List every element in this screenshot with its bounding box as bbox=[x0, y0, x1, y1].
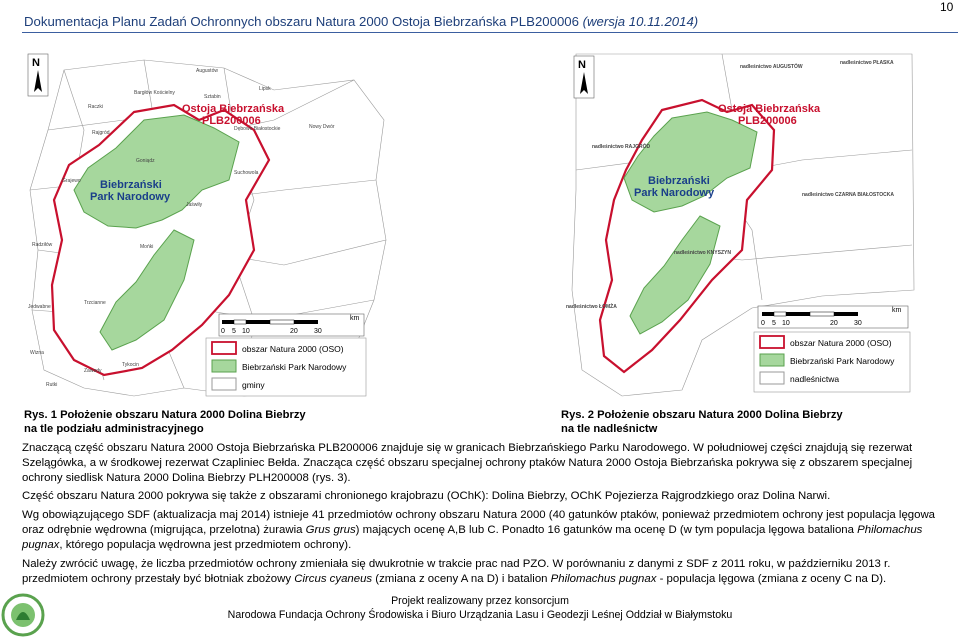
map-legend bbox=[754, 332, 910, 392]
site-code-label: PLB200006 bbox=[202, 115, 261, 127]
place-label: Wizna bbox=[30, 350, 44, 356]
place-label: Radziłów bbox=[32, 242, 53, 248]
scale-unit: km bbox=[892, 307, 902, 314]
district-label: nadleśnictwo AUGUSTÓW bbox=[740, 64, 803, 70]
place-label: Tykocin bbox=[122, 362, 139, 368]
caption-line: Rys. 1 Położenie obszaru Natura 2000 Dolina Biebrzy bbox=[24, 409, 306, 421]
header-title: Dokumentacja Planu Zadań Ochronnych obszaru Natura 2000 Ostoja Biebrzańska PLB200006 bbox=[24, 14, 583, 29]
map-legend bbox=[206, 338, 366, 396]
place-label: Lipsk bbox=[259, 86, 271, 92]
place-label: Rajgród bbox=[92, 130, 110, 136]
scale-tick: 30 bbox=[854, 320, 862, 327]
scale-tick: 20 bbox=[830, 320, 838, 327]
footer-line-2: Narodowa Fundacja Ochrony Środowiska i Biuro Urządzania Lasu i Geodezji Leśnej Oddział w Białymstoku bbox=[227, 609, 733, 621]
figure-caption-1 bbox=[24, 408, 306, 436]
paragraph-1: Znaczącą część obszaru Natura 2000 Ostoja Biebrzańska PLB200006 znajduje się w granicach Biebrzańskiego Parku Narodowego. W południowej części znajdują się rezerwat Szelągówka, a w środkowej rezerwat Czapliniec Bełda. Znacząca część obszaru specjalnej ochrony ptaków Natura 2000 Ostoja Biebrzańska pokrywa się z obszarem specjalnej ochrony siedlisk Natura 2000 Dolina Biebrzy PLH200008 (rys. 3). bbox=[22, 442, 913, 484]
place-label: Suchowola bbox=[234, 170, 259, 176]
map-administrative bbox=[24, 50, 398, 398]
place-label: Trzcianne bbox=[84, 300, 106, 306]
scale-bar bbox=[758, 306, 908, 328]
map-administrative-svg bbox=[24, 50, 398, 398]
place-label: Goniądz bbox=[136, 158, 155, 164]
district-label: nadleśnictwo ŁOMŻA bbox=[566, 304, 617, 310]
place-label: Nowy Dwór bbox=[309, 124, 335, 130]
text-run: Wg obowiązującego SDF (aktualizacja maj 2014) istnieje 41 przedmiotów ochrony obszaru Natura 2000 (40 gatunków ptaków, ponieważ przedmiotem ochrony jest populacja lęgowa oraz odrębnie wędrowna (migrująca, przelotna) żurawia bbox=[22, 509, 936, 536]
legend-item: obszar Natura 2000 (OSO) bbox=[242, 344, 344, 354]
place-label: Jaświły bbox=[186, 202, 203, 208]
scale-tick: 0 bbox=[221, 328, 225, 335]
species-name: Philomachus pugnax bbox=[22, 524, 923, 551]
legend-item: nadleśnictwa bbox=[790, 374, 840, 384]
scale-tick: 20 bbox=[290, 328, 298, 335]
place-label: Raczki bbox=[88, 104, 104, 110]
species-name: Circus cyaneus bbox=[294, 573, 373, 585]
species-name: Philomachus pugnax bbox=[550, 573, 657, 585]
district-label: nadleśnictwo KNYSZYN bbox=[674, 250, 731, 256]
scale-tick: 10 bbox=[242, 328, 250, 335]
page-number: 10 bbox=[940, 0, 954, 14]
district-label: nadleśnictwo PŁASKA bbox=[840, 60, 894, 66]
north-arrow-icon bbox=[28, 54, 48, 96]
legend-item: gminy bbox=[242, 380, 265, 390]
scale-tick: 5 bbox=[772, 320, 776, 327]
place-label: Bargłów Kościelny bbox=[134, 90, 175, 96]
place-label: Grajewo bbox=[62, 178, 81, 184]
district-label: nadleśnictwo RAJGRÓD bbox=[592, 144, 651, 150]
text-run: Należy zwrócić uwagę, że liczba przedmiotów ochrony zmieniała się dwukrotnie w trakcie prac nad PZO. W porównaniu z danymi z SDF z 2011 roku, w październiku 2013 r. przedmiotem ochrony przestały być błotniak zbożowy bbox=[22, 558, 891, 585]
scale-tick: 30 bbox=[314, 328, 322, 335]
document-header bbox=[24, 14, 698, 29]
scale-tick: 5 bbox=[232, 328, 236, 335]
scale-bar bbox=[219, 314, 364, 336]
map-forest-districts-svg bbox=[562, 50, 918, 398]
park-label: Biebrzański bbox=[100, 179, 162, 191]
place-label: Sztabin bbox=[204, 94, 221, 100]
text-run: ) mających ocenę A,B lub C. Ponadto 16 gatunków ma ocenę D (w tym populacja lęgowa bataliona bbox=[355, 524, 858, 536]
place-label: Zawady bbox=[84, 368, 102, 374]
text-run: , którego populacja wędrowna jest przedmiotem ochrony). bbox=[59, 539, 352, 551]
paragraph-4 bbox=[22, 557, 948, 587]
caption-line: na tle nadleśnictw bbox=[561, 423, 658, 435]
place-label: Dębowo Białostockie bbox=[234, 126, 281, 132]
figure-caption-2 bbox=[561, 408, 843, 436]
place-label: Rutki bbox=[46, 382, 58, 388]
site-label: Ostoja Biebrzańska bbox=[182, 103, 285, 115]
place-label: Augustów bbox=[196, 68, 218, 74]
legend-item: Biebrzański Park Narodowy bbox=[242, 362, 347, 372]
north-label: N bbox=[578, 59, 586, 71]
scale-tick: 10 bbox=[782, 320, 790, 327]
paragraph-3 bbox=[22, 508, 948, 553]
header-version: (wersja 10.11.2014) bbox=[582, 14, 699, 29]
park-label: Biebrzański bbox=[648, 175, 710, 187]
scale-unit: km bbox=[350, 315, 360, 322]
north-arrow-icon bbox=[574, 56, 594, 98]
paragraph-2: Część obszaru Natura 2000 pokrywa się także z obszarami chronionego krajobrazu (OChK): Dolina Biebrzy, OChK Pojezierza Rajgrodzkiego oraz Dolina Narwi. bbox=[22, 490, 831, 502]
legend-item: Biebrzański Park Narodowy bbox=[790, 356, 895, 366]
scale-tick: 0 bbox=[761, 320, 765, 327]
nfos-logo bbox=[0, 592, 46, 638]
site-label: Ostoja Biebrzańska bbox=[718, 103, 821, 115]
caption-line: Rys. 2 Położenie obszaru Natura 2000 Dolina Biebrzy bbox=[561, 409, 843, 421]
caption-line: na tle podziału administracyjnego bbox=[24, 423, 204, 435]
text-run: - populacja lęgowa (zmiana z oceny C na D). bbox=[656, 573, 887, 585]
text-run: (zmiana z oceny A na D) i batalion bbox=[372, 573, 551, 585]
north-label: N bbox=[32, 57, 40, 69]
logo-icon bbox=[0, 592, 46, 638]
site-code-label: PLB200006 bbox=[738, 115, 797, 127]
footer-line-1: Projekt realizowany przez konsorcjum bbox=[391, 595, 569, 607]
species-name: Grus grus bbox=[305, 524, 356, 536]
legend-item: obszar Natura 2000 (OSO) bbox=[790, 338, 892, 348]
header-rule bbox=[22, 32, 958, 33]
map-forest-districts bbox=[562, 50, 918, 398]
place-label: Jedwabne bbox=[28, 304, 51, 310]
place-label: Mońki bbox=[140, 244, 154, 250]
district-label: nadleśnictwo CZARNA BIAŁOSTOCKA bbox=[802, 192, 894, 198]
park-label-2: Park Narodowy bbox=[634, 187, 715, 199]
park-label-2: Park Narodowy bbox=[90, 191, 171, 203]
